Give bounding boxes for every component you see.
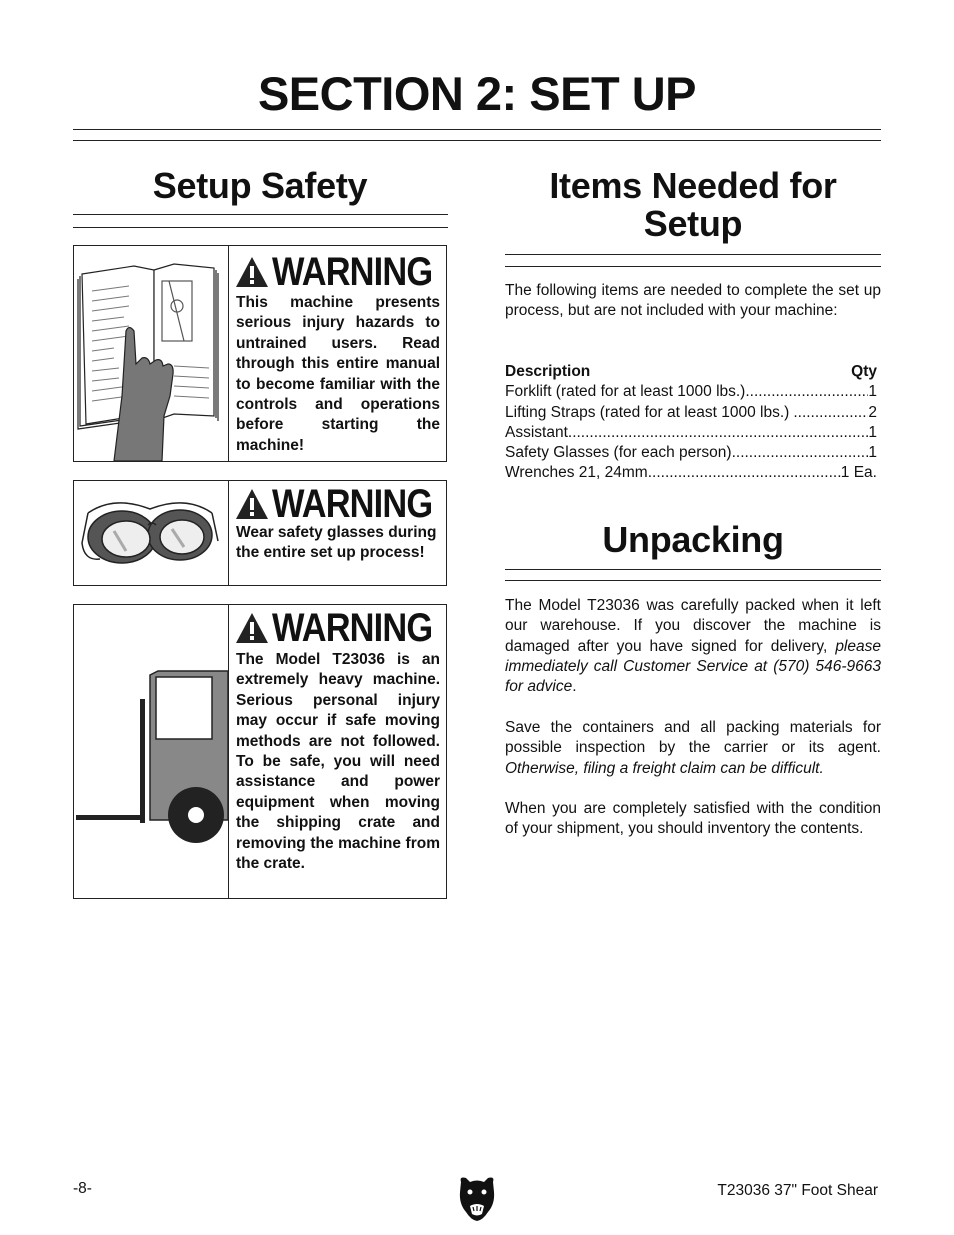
item-qty: 2 [868,403,877,421]
item-qty: 1 [868,383,877,401]
paragraph-text: . [572,678,577,696]
warning-header [234,483,458,525]
warning-label: WARNING [272,606,433,650]
warning-triangle-icon [234,487,270,521]
divider [73,129,881,130]
items-needed-heading-line2: Setup [643,203,743,244]
item-label: Safety Glasses (for each person) [505,444,732,462]
warning-label: WARNING [272,482,433,526]
unpacking-paragraph-1 [505,596,881,697]
item-qty: 1 [868,423,877,441]
item-label: Forklift (rated for at least 1000 lbs.) [505,383,746,401]
items-list-header [505,362,877,382]
unpacking-paragraph-2 [505,718,881,779]
manual-reading-icon [74,246,229,461]
model-name: T23036 37" Foot Shear [717,1182,878,1199]
warning-triangle-icon [234,611,270,645]
unpacking-heading: Unpacking [602,519,784,560]
freight-claim-note: Otherwise, filing a freight claim can be difficult. [505,759,824,777]
divider [73,140,881,141]
item-label: Wrenches 21, 24mm [505,464,648,482]
page-number: -8- [73,1180,92,1197]
description-column-header: Description [505,363,591,380]
warning-box-forklift [73,604,447,899]
warning-text: Wear safety glasses during the entire set up process! [236,524,437,562]
paragraph-text: Save the containers and all packing materials for possible inspection by the carrier or its agent. [505,719,881,757]
list-item [505,423,877,443]
warning-label: WARNING [272,250,433,294]
items-needed-heading [505,167,881,243]
list-item [505,382,877,402]
warning-header [234,251,458,293]
divider [73,227,448,228]
unpacking-paragraph-3: When you are completely satisfied with the condition of your shipment, you should inventory the contents. [505,800,881,838]
item-qty: 1 Ea. [840,464,877,482]
section-title: SECTION 2: SET UP [257,67,697,120]
forklift-icon [74,605,229,898]
safety-glasses-icon [74,481,229,585]
bear-logo-icon [457,1176,497,1222]
warning-text: The Model T23036 is an extremely heavy machine. Serious personal injury may occur if safe moving methods are not followed. To be safe, you will need assistance and power equipment when moving the shipping crate and removing the machine from the crate. [236,651,440,873]
list-item [505,443,877,463]
item-qty: 1 [868,444,877,462]
warning-header [234,607,458,649]
item-label: Assistant [505,423,568,441]
divider [505,254,881,255]
items-list [505,362,877,484]
warning-box-glasses [73,480,447,586]
list-item [505,463,877,483]
item-label: Lifting Straps (rated for at least 1000 lbs.) [505,403,790,421]
setup-safety-heading: Setup Safety [152,165,368,206]
divider [505,580,881,581]
warning-text: This machine presents serious injury hazards to untrained users. Read through this entire manual to become familiar with the controls and operations before starting the machine! [236,294,440,454]
divider [505,266,881,267]
qty-column-header: Qty [851,363,877,380]
warning-triangle-icon [234,255,270,289]
warning-box-manual [73,245,447,462]
paragraph-text: The Model T23036 was carefully packed when it left our warehouse. If you discover the machine is damaged after you have signed for delivery, [505,597,881,655]
divider [73,214,448,215]
items-needed-heading-line1: Items Needed for [549,165,837,206]
items-intro: The following items are needed to complete the set up process, but are not included with your machine: [505,282,881,320]
customer-service-note: please immediately call Customer Service at (570) 546-9663 for advice [505,637,881,696]
divider [505,569,881,570]
list-item [505,403,877,423]
